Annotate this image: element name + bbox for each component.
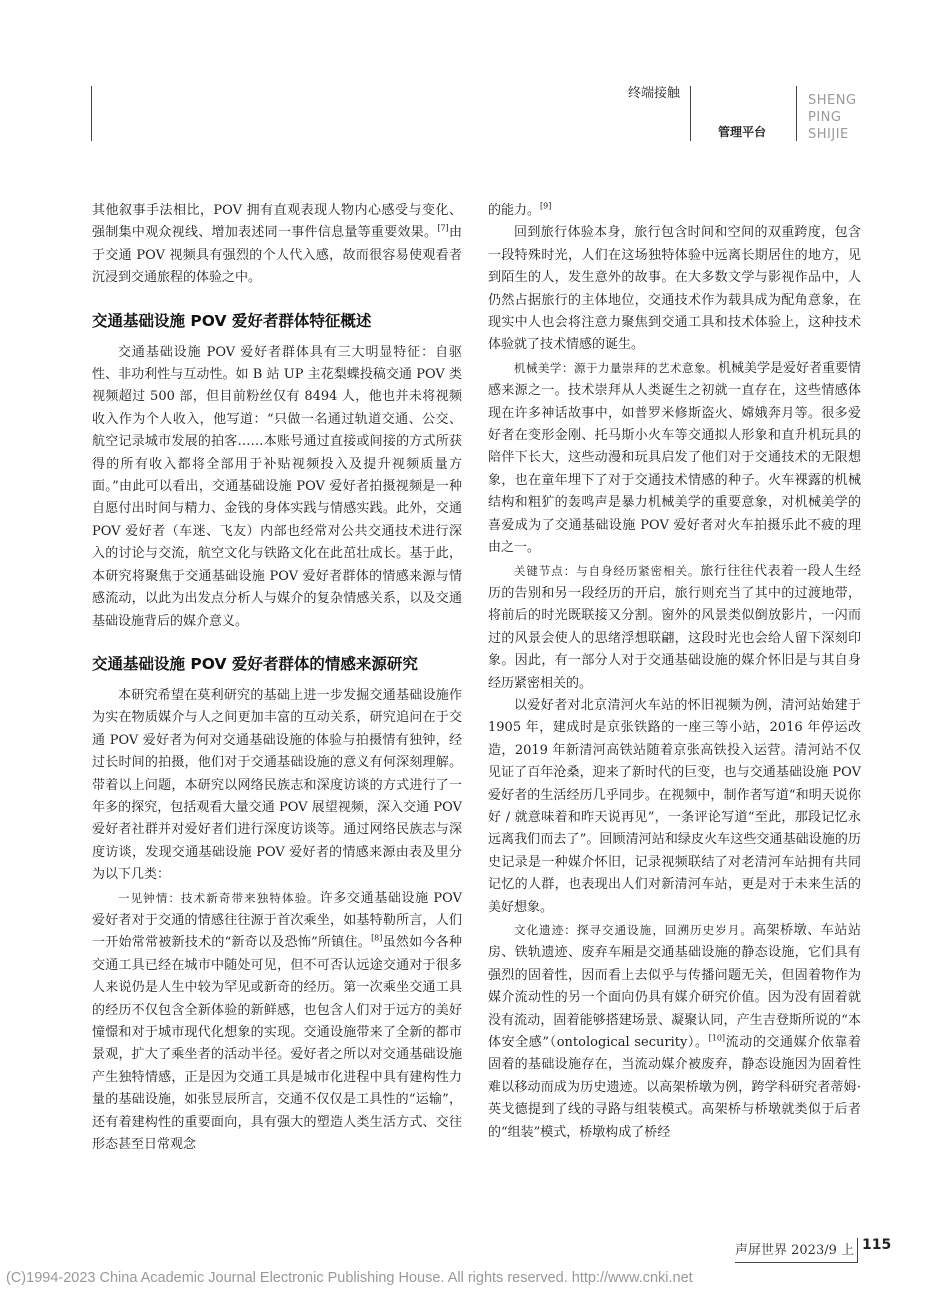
paragraph: 文化遗迹：探寻交通设施，回溯历史岁月。高架桥墩、车站站房、铁轨遗迹、废弃车厢是交通基础设施的静态设施，它们具有强烈的固着性，因而看上去似乎与传播问题无关，但固着物作为媒介流动性的另一个面向仍具有媒介研究价值。因为没有固着就没有流动，固着能够搭建场景、凝聚认同，产生吉登斯所说的“本体安全感”（ontological security）。[10]流动的交通媒介依靠着固着的基础设施存在，当流动媒介被废弃，静态设施因为固着性难以移动而成为历史遗迹。以高架桥墩为例，跨学科研究者蒂姆·英戈德提到了线的寻路与组装模式。高架桥与桥墩就类似于后者的“组装”模式，桥墩构成了桥经: [488, 923, 861, 1140]
paragraph: 关键节点：与自身经历紧密相关。旅行往往代表着一段人生经历的告别和另一段经历的开启，旅行则充当了其中的过渡地带，将前后的时光既联接又分割。窗外的风景类似倒放影片，一闪而过的风景会使人的思绪浮想联翩，这段时光也会给人留下深刻印象。因此，有一部分人对于交通基础设施的媒介怀旧是与其自身经历紧密相关的。: [488, 563, 861, 691]
paragraph: 以爱好者对北京清河火车站的怀旧视频为例，清河站始建于 1905 年，建成时是京张铁路的一座三等小站，2016 年停运改造，2019 年新清河高铁站随着京张高铁投入运营。清河站不仅见证了百年沧桑，迎来了新时代的巨变，也与交通基础设施 POV 爱好者的生活经历几乎同步。在视频中，制作者写道“和明天说你好 / 就意味着和昨天说再见”，一条评论写道“至此，那段记忆永远离我们而去了”。回顾清河站和绿皮火车这些交通基础设施的历史记录是一种媒介怀旧，记录视频联结了对老清河车站拥有共同记忆的人群，也表现出人们对新清河车站，更是对于未来生活的美好想象。: [488, 697, 861, 915]
right-column: [488, 200, 861, 1144]
brand-line: PING: [808, 110, 842, 125]
citation: [10]: [708, 1033, 726, 1043]
subheading: 关键节点：与自身经历紧密相关。: [514, 563, 701, 578]
paragraph: 回到旅行体验本身，旅行包含时间和空间的双重跨度，包含一段特殊时光，人们在这场独特体验中远离长期居住的地方，见到陌生的人，发生意外的故事。在大多数文学与影视作品中，人仍然占据旅行的主体地位，交通技术作为载具成为配角意象，在现实中人也会将注意力聚焦到交通工具和技术体验上，这种技术体验就了技术情感的诞生。: [488, 225, 861, 353]
paragraph: 机械美学：源于力量崇拜的艺术意象。机械美学是爱好者重要情感来源之一。技术崇拜从人类诞生之初就一直存在，这些情感体现在许多神话故事中，如普罗米修斯盗火、嫦娥奔月等。很多爱好者在变形金刚、托马斯小火车等交通拟人形象和直升机玩具的陪伴下长大，这些动漫和玩具启发了他们对于交通技术的无限想象，也在童年埋下了对于交通技术情感的种子。火车裸露的机械结构和粗犷的轰鸣声是暴力机械美学的重要意象，对机械美学的喜爱成为了交通基础设施 POV 爱好者对火车拍摄乐此不疲的理由之一。: [488, 360, 862, 556]
subheading: 文化遗迹：探寻交通设施，回溯历史岁月。: [514, 923, 753, 937]
subheading: 一见钟情：技术新奇带来独特体验。: [118, 890, 320, 905]
column-name: 终端接触: [628, 86, 681, 101]
page-number: 115: [862, 1237, 892, 1253]
footer-journal: 声屏世界 2023/9 上: [735, 1243, 854, 1258]
section-heading: 交通基础设施 POV 爱好者群体特征概述: [92, 311, 372, 330]
citation: [7]: [437, 224, 449, 234]
left-column: [92, 200, 462, 1156]
subheading: 机械美学：源于力量崇拜的艺术意象。: [514, 360, 718, 375]
paragraph: 的能力。[9]: [488, 201, 552, 218]
footer-rule-vertical: [857, 1238, 858, 1263]
section-heading: 交通基础设施 POV 爱好者群体的情感来源研究: [92, 654, 418, 673]
brand-line: SHIJIE: [808, 127, 849, 142]
section-name: 管理平台: [718, 125, 767, 139]
paragraph: 其他叙事手法相比，POV 拥有直观表现人物内心感受与变化、强制集中观众视线、增加表述同一事件信息量等重要效果。[7]由于交通 POV 视频具有强烈的个人代入感，故而很容易使观看者沉浸到交通旅程的体验之中。: [92, 203, 462, 286]
header-right-rule: [796, 86, 797, 141]
paragraph: 本研究希望在莫利研究的基础上进一步发掘交通基础设施作为实在物质媒介与人之间更加丰富的互动关系，研究追问在于交通 POV 爱好者为何对交通基础设施的体验与拍摄情有独钟，经过长时间的拍摄，他们对于交通基础设施的意义有何深刻理解。带着以上问题，本研究以网络民族志和深度访谈的方式进行了一年多的探究，包括观看大量交通 POV 展望视频，深入交通 POV 爱好者社群并对爱好者们进行深度访谈等。通过网络民族志与深度访谈，发现交通基础设施 POV 爱好者的情感来源由表及里分为以下几类：: [92, 687, 462, 883]
paragraph: 交通基础设施 POV 爱好者群体具有三大明显特征：自驱性、非功利性与互动性。如 B 站 UP 主花梨蝶投稿交通 POV 类视频超过 500 部，但目前粉丝仅有 8494 人，他也并未将视频收入作为个人收入，他写道：“只做一名通过轨道交通、公交、航空记录城市发展的拍客……本账号通过直接或间接的方式所获得的所有收入都将全部用于补贴视频投入及提升视频质量方面。”由此可以看出，交通基础设施 POV 爱好者拍摄视频是一种自愿付出时间与精力、金钱的身体实践与情感实践。此外，交通 POV 爱好者（车迷、飞友）内部也经常对公共交通技术进行深入的讨论与交流，航空文化与铁路文化在此茁壮成长。基于此，本研究将聚焦于交通基础设施 POV 爱好者群体的情感来源与情感流动，以此为出发点分析人与媒介的复杂情感关系，以及交通基础设施背后的媒介意义。: [92, 344, 462, 629]
copyright-notice: (C)1994-2023 China Academic Journal Electronic Publishing House. All rights reserved. http://www.cnki.net: [6, 1270, 693, 1286]
brand-line: SHENG: [808, 93, 857, 108]
journal-brand: [808, 92, 857, 143]
header-left-rule: [91, 86, 92, 141]
footer-rule: [735, 1262, 857, 1263]
header-mid-rule: [690, 86, 691, 141]
citation: [8]: [371, 934, 383, 944]
paragraph: 一见钟情：技术新奇带来独特体验。许多交通基础设施 POV 爱好者对于交通的情感往往源于首次乘坐，如基特勒所言，人们一开始常常被新技术的“新奇以及恐怖”所镇住。[8]虽然如今各种交通工具已经在城市中随处可见，但不可否认远途交通对于很多人来说仍是人生中较为罕见或新奇的经历。第一次乘坐交通工具的经历不仅包含全新体验的新鲜感，也包含人们对于远方的美好憧憬和对于城市现代化想象的实现。交通设施带来了全新的都市景观，扩大了乘坐者的活动半径。爱好者之所以对交通基础设施产生独特情感，正是因为交通工具是城市化进程中具有建构性力量的基础设施，如张昱辰所言，交通不仅仅是工具性的“运输”，还有着建构性的重要面向，具有强大的塑造人类生活方式、交往形态甚至日常观念: [92, 890, 463, 1153]
citation: [9]: [540, 201, 552, 211]
